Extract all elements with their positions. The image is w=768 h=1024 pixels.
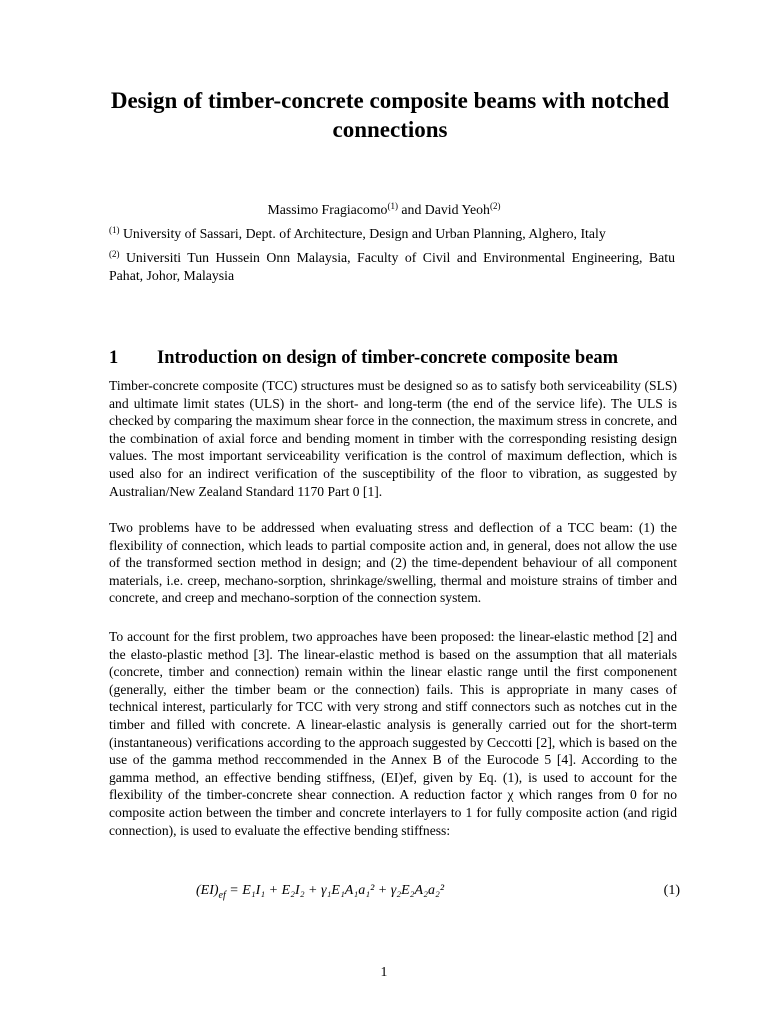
equation-rhs: = E₁I₁ + E₂I₂ + γ₁E₁A₁a₁² + γ₂E₂A₂a₂² [229, 883, 445, 898]
author-joiner: and [397, 202, 425, 217]
affiliation-mark: (2) [109, 249, 120, 259]
author-name: Massimo Fragiacomo [267, 202, 388, 217]
section-title: Introduction on design of timber-concrete composite beam [157, 348, 619, 368]
paper-title: Design of timber-concrete composite beams with notched connections [110, 88, 670, 142]
body-paragraph-3: To account for the first problem, two approaches have been proposed: the linear-elastic method [2] and the elasto-plastic method [3]. The linear-elastic method is based on the assumption that all materials (concrete, timber and connection) remain within the linear elastic range until the first componenent (generally, either the timber beam or the connection) fails. This is appropriate in many cases of technical interest, particularly for TCC with very strong and stiff connectors such as notches cut in the timber and filled with concrete. A linear-elastic analysis is generally carried out for the short-term (instantaneous) verifications according to the approach suggested by Ceccotti [2], which is based on the use of the gamma method reccommended in the Annex B of the Eurocode 5 [4]. According to the gamma method, an effective bending stiffness, (EI)ef, given by Eq. (1), is used to account for the flexibility of the timber-concrete shear connection. A reduction factor χ which ranges from 0 for no composite action between the timber and concrete interlayers to 1 for fully composite action (and rigid connection), is used to evaluate the effective bending stiffness: [109, 629, 677, 838]
affiliation-mark: (2) [489, 201, 501, 211]
body-paragraph-2: Two problems have to be addressed when evaluating stress and deflection of a TCC beam: (1) the flexibility of connection, which leads to partial composite action and, in general, does not allow the use of the transformed section method in design; and (2) the time-dependent behaviour of all component materials, i.e. creep, mechano-sorption, shrinkage/swelling, thermal and moisture strains of timber and concrete, and creep and mechano-sorption of the connection system. [109, 520, 677, 606]
author-line [0, 201, 768, 219]
affiliation-2 [109, 249, 675, 285]
equation-1 [196, 881, 680, 905]
affiliation-text: Universiti Tun Hussein Onn Malaysia, Faculty of Civil and Environmental Engineering, Batu Pahat, Johor, Malaysia [109, 250, 675, 283]
affiliation-text: University of Sassari, Dept. of Architecture, Design and Urban Planning, Alghero, Italy [119, 226, 606, 241]
body-paragraph-1: Timber-concrete composite (TCC) structures must be designed so as to satisfy both serviceability (SLS) and ultimate limit states (ULS) in the short- and long-term (the end of the service life). The ULS is checked by comparing the maximum shear force in the connection, the maximum stress in concrete, and the combination of axial force and bending moment in timber with the corresponding resisting design values. The most important serviceability verification is the control of maximum deflection, which is used also for an indirect verification of the susceptibility of the floor to vibration, as suggested by Australian/New Zealand Standard 1170 Part 0 [1]. [109, 378, 677, 499]
affiliation-mark: (1) [387, 201, 398, 211]
author-name: David Yeoh [424, 202, 490, 217]
page-number: 1 [380, 964, 388, 979]
equation-expression [196, 881, 444, 906]
affiliation-mark: (1) [109, 225, 120, 235]
section-heading [109, 346, 709, 370]
equation-lhs: (EI) [196, 883, 219, 898]
equation-number: (1) [663, 883, 680, 898]
equation-lhs-subscript: ef [218, 889, 226, 901]
affiliation-1 [109, 225, 675, 243]
section-number: 1 [109, 348, 119, 368]
